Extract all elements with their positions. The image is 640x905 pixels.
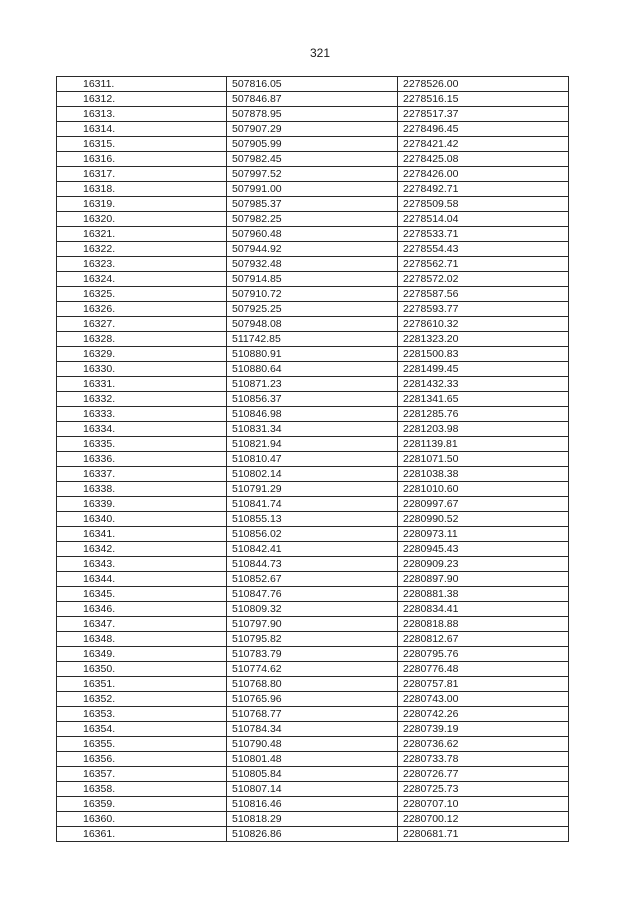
x-coordinate-cell: 510795.82 (227, 632, 398, 647)
x-coordinate-cell: 510880.91 (227, 347, 398, 362)
y-coordinate-cell: 2278509.58 (398, 197, 569, 212)
y-coordinate-cell: 2278514.04 (398, 212, 569, 227)
y-coordinate-cell: 2280736.62 (398, 737, 569, 752)
x-coordinate-cell: 507914.85 (227, 272, 398, 287)
x-coordinate-cell: 510826.86 (227, 827, 398, 842)
point-number-cell: 16328. (57, 332, 227, 347)
y-coordinate-cell: 2280945.43 (398, 542, 569, 557)
y-coordinate-cell: 2280733.78 (398, 752, 569, 767)
point-number-cell: 16357. (57, 767, 227, 782)
point-number-cell: 16348. (57, 632, 227, 647)
table-row (57, 347, 569, 362)
y-coordinate-cell: 2280812.67 (398, 632, 569, 647)
y-coordinate-cell: 2280700.12 (398, 812, 569, 827)
x-coordinate-cell: 510802.14 (227, 467, 398, 482)
point-number-cell: 16336. (57, 452, 227, 467)
point-number-cell: 16320. (57, 212, 227, 227)
x-coordinate-cell: 510784.34 (227, 722, 398, 737)
point-number-cell: 16361. (57, 827, 227, 842)
table-row (57, 692, 569, 707)
y-coordinate-cell: 2281323.20 (398, 332, 569, 347)
x-coordinate-cell: 510818.29 (227, 812, 398, 827)
x-coordinate-cell: 507905.99 (227, 137, 398, 152)
table-row (57, 272, 569, 287)
point-number-cell: 16332. (57, 392, 227, 407)
table-row (57, 617, 569, 632)
y-coordinate-cell: 2281071.50 (398, 452, 569, 467)
point-number-cell: 16314. (57, 122, 227, 137)
table-row (57, 452, 569, 467)
y-coordinate-cell: 2281432.33 (398, 377, 569, 392)
table-row (57, 407, 569, 422)
x-coordinate-cell: 510765.96 (227, 692, 398, 707)
x-coordinate-cell: 510880.64 (227, 362, 398, 377)
x-coordinate-cell: 507997.52 (227, 167, 398, 182)
y-coordinate-cell: 2280743.00 (398, 692, 569, 707)
x-coordinate-cell: 510841.74 (227, 497, 398, 512)
table-row (57, 122, 569, 137)
y-coordinate-cell: 2278593.77 (398, 302, 569, 317)
table-row (57, 242, 569, 257)
table-row (57, 632, 569, 647)
point-number-cell: 16334. (57, 422, 227, 437)
x-coordinate-cell: 507910.72 (227, 287, 398, 302)
x-coordinate-cell: 507907.29 (227, 122, 398, 137)
x-coordinate-cell: 511742.85 (227, 332, 398, 347)
x-coordinate-cell: 510871.23 (227, 377, 398, 392)
point-number-cell: 16317. (57, 167, 227, 182)
page-number: 321 (309, 46, 331, 60)
x-coordinate-cell: 507985.37 (227, 197, 398, 212)
table-row (57, 257, 569, 272)
y-coordinate-cell: 2281203.98 (398, 422, 569, 437)
point-number-cell: 16353. (57, 707, 227, 722)
y-coordinate-cell: 2280990.52 (398, 512, 569, 527)
table-row (57, 797, 569, 812)
y-coordinate-cell: 2280681.71 (398, 827, 569, 842)
table-row (57, 437, 569, 452)
x-coordinate-cell: 510856.02 (227, 527, 398, 542)
table-row (57, 392, 569, 407)
table-row (57, 767, 569, 782)
point-number-cell: 16335. (57, 437, 227, 452)
table-row (57, 527, 569, 542)
x-coordinate-cell: 510846.98 (227, 407, 398, 422)
x-coordinate-cell: 510842.41 (227, 542, 398, 557)
y-coordinate-cell: 2280742.26 (398, 707, 569, 722)
point-number-cell: 16337. (57, 467, 227, 482)
y-coordinate-cell: 2281500.83 (398, 347, 569, 362)
table-row (57, 212, 569, 227)
table-row (57, 812, 569, 827)
y-coordinate-cell: 2280725.73 (398, 782, 569, 797)
point-number-cell: 16327. (57, 317, 227, 332)
y-coordinate-cell: 2280795.76 (398, 647, 569, 662)
x-coordinate-cell: 507932.48 (227, 257, 398, 272)
y-coordinate-cell: 2281038.38 (398, 467, 569, 482)
table-row (57, 707, 569, 722)
point-number-cell: 16315. (57, 137, 227, 152)
point-number-cell: 16355. (57, 737, 227, 752)
x-coordinate-cell: 510856.37 (227, 392, 398, 407)
table-row (57, 92, 569, 107)
point-number-cell: 16341. (57, 527, 227, 542)
point-number-cell: 16318. (57, 182, 227, 197)
y-coordinate-cell: 2278492.71 (398, 182, 569, 197)
point-number-cell: 16339. (57, 497, 227, 512)
y-coordinate-cell: 2281285.76 (398, 407, 569, 422)
x-coordinate-cell: 510768.77 (227, 707, 398, 722)
y-coordinate-cell: 2278572.02 (398, 272, 569, 287)
point-number-cell: 16350. (57, 662, 227, 677)
coordinates-table-body (57, 77, 569, 842)
point-number-cell: 16351. (57, 677, 227, 692)
point-number-cell: 16312. (57, 92, 227, 107)
x-coordinate-cell: 510831.34 (227, 422, 398, 437)
point-number-cell: 16340. (57, 512, 227, 527)
y-coordinate-cell: 2278421.42 (398, 137, 569, 152)
x-coordinate-cell: 507960.48 (227, 227, 398, 242)
x-coordinate-cell: 510790.48 (227, 737, 398, 752)
y-coordinate-cell: 2278516.15 (398, 92, 569, 107)
point-number-cell: 16359. (57, 797, 227, 812)
point-number-cell: 16349. (57, 647, 227, 662)
x-coordinate-cell: 510805.84 (227, 767, 398, 782)
point-number-cell: 16352. (57, 692, 227, 707)
y-coordinate-cell: 2280739.19 (398, 722, 569, 737)
table-row (57, 827, 569, 842)
x-coordinate-cell: 510855.13 (227, 512, 398, 527)
x-coordinate-cell: 510783.79 (227, 647, 398, 662)
x-coordinate-cell: 510844.73 (227, 557, 398, 572)
y-coordinate-cell: 2280757.81 (398, 677, 569, 692)
point-number-cell: 16329. (57, 347, 227, 362)
point-number-cell: 16345. (57, 587, 227, 602)
point-number-cell: 16344. (57, 572, 227, 587)
y-coordinate-cell: 2281499.45 (398, 362, 569, 377)
table-row (57, 482, 569, 497)
x-coordinate-cell: 507816.05 (227, 77, 398, 92)
x-coordinate-cell: 510852.67 (227, 572, 398, 587)
y-coordinate-cell: 2280776.48 (398, 662, 569, 677)
x-coordinate-cell: 507878.95 (227, 107, 398, 122)
point-number-cell: 16347. (57, 617, 227, 632)
x-coordinate-cell: 507982.25 (227, 212, 398, 227)
table-row (57, 167, 569, 182)
point-number-cell: 16313. (57, 107, 227, 122)
point-number-cell: 16360. (57, 812, 227, 827)
y-coordinate-cell: 2278554.43 (398, 242, 569, 257)
x-coordinate-cell: 510810.47 (227, 452, 398, 467)
table-row (57, 557, 569, 572)
x-coordinate-cell: 507991.00 (227, 182, 398, 197)
point-number-cell: 16342. (57, 542, 227, 557)
y-coordinate-cell: 2278562.71 (398, 257, 569, 272)
point-number-cell: 16325. (57, 287, 227, 302)
point-number-cell: 16316. (57, 152, 227, 167)
table-row (57, 572, 569, 587)
x-coordinate-cell: 510791.29 (227, 482, 398, 497)
x-coordinate-cell: 510768.80 (227, 677, 398, 692)
x-coordinate-cell: 507948.08 (227, 317, 398, 332)
point-number-cell: 16323. (57, 257, 227, 272)
point-number-cell: 16343. (57, 557, 227, 572)
table-row (57, 137, 569, 152)
x-coordinate-cell: 507944.92 (227, 242, 398, 257)
y-coordinate-cell: 2280897.90 (398, 572, 569, 587)
x-coordinate-cell: 507982.45 (227, 152, 398, 167)
point-number-cell: 16324. (57, 272, 227, 287)
table-row (57, 542, 569, 557)
x-coordinate-cell: 510774.62 (227, 662, 398, 677)
y-coordinate-cell: 2280834.41 (398, 602, 569, 617)
point-number-cell: 16330. (57, 362, 227, 377)
point-number-cell: 16356. (57, 752, 227, 767)
x-coordinate-cell: 510821.94 (227, 437, 398, 452)
point-number-cell: 16358. (57, 782, 227, 797)
table-row (57, 752, 569, 767)
y-coordinate-cell: 2281341.65 (398, 392, 569, 407)
x-coordinate-cell: 507846.87 (227, 92, 398, 107)
table-row (57, 197, 569, 212)
point-number-cell: 16333. (57, 407, 227, 422)
table-row (57, 377, 569, 392)
y-coordinate-cell: 2278496.45 (398, 122, 569, 137)
point-number-cell: 16322. (57, 242, 227, 257)
table-row (57, 107, 569, 122)
y-coordinate-cell: 2280818.88 (398, 617, 569, 632)
y-coordinate-cell: 2278517.37 (398, 107, 569, 122)
table-row (57, 422, 569, 437)
table-row (57, 182, 569, 197)
y-coordinate-cell: 2280726.77 (398, 767, 569, 782)
y-coordinate-cell: 2280881.38 (398, 587, 569, 602)
x-coordinate-cell: 510847.76 (227, 587, 398, 602)
x-coordinate-cell: 510809.32 (227, 602, 398, 617)
y-coordinate-cell: 2278526.00 (398, 77, 569, 92)
y-coordinate-cell: 2280997.67 (398, 497, 569, 512)
table-row (57, 722, 569, 737)
table-row (57, 782, 569, 797)
x-coordinate-cell: 510807.14 (227, 782, 398, 797)
y-coordinate-cell: 2280707.10 (398, 797, 569, 812)
table-row (57, 677, 569, 692)
table-row (57, 512, 569, 527)
y-coordinate-cell: 2281010.60 (398, 482, 569, 497)
table-row (57, 332, 569, 347)
point-number-cell: 16354. (57, 722, 227, 737)
x-coordinate-cell: 510797.90 (227, 617, 398, 632)
table-row (57, 77, 569, 92)
table-row (57, 662, 569, 677)
x-coordinate-cell: 510816.46 (227, 797, 398, 812)
y-coordinate-cell: 2280973.11 (398, 527, 569, 542)
y-coordinate-cell: 2280909.23 (398, 557, 569, 572)
table-row (57, 227, 569, 242)
point-number-cell: 16311. (57, 77, 227, 92)
y-coordinate-cell: 2278587.56 (398, 287, 569, 302)
y-coordinate-cell: 2278533.71 (398, 227, 569, 242)
x-coordinate-cell: 507925.25 (227, 302, 398, 317)
point-number-cell: 16346. (57, 602, 227, 617)
table-row (57, 497, 569, 512)
table-row (57, 317, 569, 332)
table-row (57, 302, 569, 317)
point-number-cell: 16321. (57, 227, 227, 242)
point-number-cell: 16326. (57, 302, 227, 317)
table-row (57, 287, 569, 302)
table-row (57, 602, 569, 617)
y-coordinate-cell: 2278425.08 (398, 152, 569, 167)
x-coordinate-cell: 510801.48 (227, 752, 398, 767)
point-number-cell: 16338. (57, 482, 227, 497)
y-coordinate-cell: 2278610.32 (398, 317, 569, 332)
table-row (57, 467, 569, 482)
y-coordinate-cell: 2278426.00 (398, 167, 569, 182)
table-row (57, 587, 569, 602)
table-row (57, 362, 569, 377)
table-row (57, 737, 569, 752)
table-row (57, 647, 569, 662)
coordinates-table (56, 76, 569, 842)
y-coordinate-cell: 2281139.81 (398, 437, 569, 452)
table-row (57, 152, 569, 167)
point-number-cell: 16331. (57, 377, 227, 392)
point-number-cell: 16319. (57, 197, 227, 212)
